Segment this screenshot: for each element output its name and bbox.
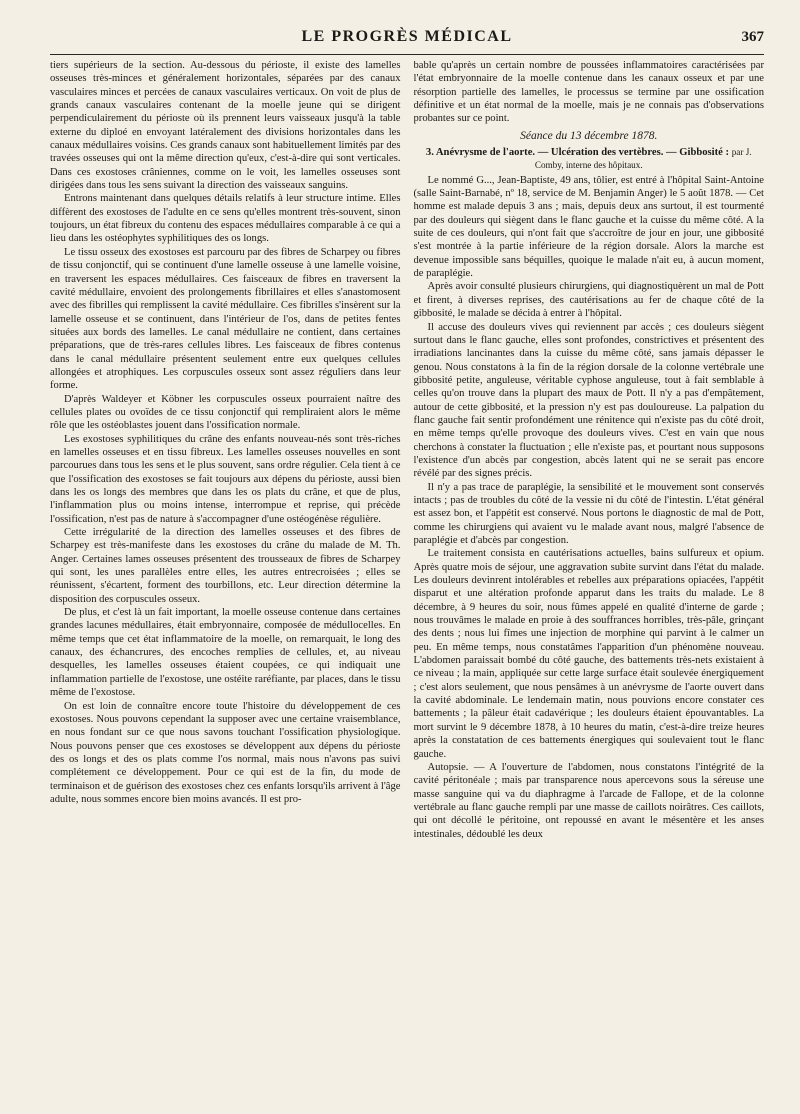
paragraph: Le traitement consista en cautérisations actuelles, bains sulfureux et opium. Après quatre mois de séjour, une aggravation subite survint dans l'état du malade. Les douleurs devinrent intolérables et rebelles aux préparations opiacées, l'appétit disparut et une altération profonde apparut dans les traits du malade. Le 8 décembre, à 9 heures du soir, nous fûmes appelé en qualité d'interne de garde ; nous trouvâmes le malade en proie à des souffrances horribles, très-pâle, grinçant des dents ; nous lui fîmes une injection de morphine qui parvint à le calmer un peu. En même temps, nous constatâmes l'apparition d'un phénomène nouveau. L'abdomen paraissait bombé du côté gauche, des battements très-nets existaient à ce niveau ; la main, appliquée sur cette large surface était soulevée énergiquement ; c'est alors seulement, que nous pensâmes à un anévrysme de l'aorte ouvert dans la cavité abdominale. Le lendemain matin, nous pouvions encore constater ces battements ; la pâleur était cadavérique ; les douleurs étaient épouvantables. La mort survint le 9 décembre 1878, à 10 heures du matin, c'est-à-dire treize heures après la constatation de ces battements énergiques qui soulevaient tout le flanc gauche. (413, 548, 764, 760)
seance-heading: Séance du 13 décembre 1878. (520, 129, 658, 142)
section-title: 3. Anévrysme de l'aorte. — Ulcération des vertèbres. — Gibbosité : (425, 146, 730, 158)
paragraph: Les exostoses syphilitiques du crâne des enfants nouveau-nés sont très-riches en lamelles osseuses et en tissu fibreux. Les lamelles osseuses nouvelles en sont parcourues dans tous les sens et le plus souvent, sans ordre régulier. Cela tient à ce que l'ossification des exostoses se fait toujours aux dépens du périoste, aussi bien dans les os longs des membres que dans les os plats du crâne, et que de plus, l'inflammation plus ou moins intense, interrompue et reprise, qui précède l'ossification, n'est pas de nature à s'accompagner d'une ostéogénèse régulière. (50, 433, 401, 525)
paragraph: Entrons maintenant dans quelques détails relatifs à leur structure intime. Elles diffèrent des exostoses de l'adulte en ce sens qu'elles montrent très-souvent, sinon toujours, un état fibreux du contenu des espaces médullaires comparable à ce qui a lieu dans les ostéophytes syphilitiques des os longs. (50, 193, 401, 245)
paragraph: De plus, et c'est là un fait important, la moelle osseuse contenue dans certaines grandes lacunes médullaires, était embryonnaire, composée de médullocelles. En même temps que cet état inflammatoire de la moelle, on remarquait, le long des canaux, des échancrures, des encoches remplies de cellules, et, au niveau desquelles, les lamelles osseuses étaient coupées, ce qui indiquait une inflammation partielle de l'exostose, une ostéite raréfiante, par places, dans le tissu même de l'exostose. (50, 607, 401, 699)
paragraph: Le nommé G..., Jean-Baptiste, 49 ans, tôlier, est entré à l'hôpital Saint-Antoine (salle Saint-Barnabé, nº 18, service de M. Benjamin Anger) le 5 août 1878. — Cet homme est malade depuis 3 ans ; mais, depuis deux ans surtout, il est tourmenté par des douleurs qui siègent dans le flanc gauche et la cuisse du même côté. A la suite de ces douleurs, qui n'ont fait que s'accroître de jour en jour, une gibbosité s'est montrée à la partie inférieure de la région dorsale. Alors la marche est devenue impossible sans béquilles, quoique le malade n'ait eu, à aucun moment, de paraplégie. (413, 174, 764, 280)
paragraph: Le tissu osseux des exostoses est parcouru par des fibres de Scharpey ou fibres de tissu conjonctif, qui se continuent d'une lamelle osseuse à une lamelle voisine, en traversent les espaces médullaires. Ces faisceaux de fibres en traversent la cavité médullaire, envoient des prolongements fibrillaires et elles s'anastomosent avec des fibrilles qui remplissent la cavité médullaire. Ces fibrilles s'insèrent sur la lamelle osseuse et se continuent, dans l'intérieur de l'os, dans de petites fentes situées aux bords des lamelles. Le canal médullaire ne contient, dans certaines préparations, que de très-rares cellules libres. Les faisceaux de fibres contenus dans le canal médullaire présentent seulement entre eux quelques cellules allongées et atrophiques. Les corpuscules osseux sont assez réguliers dans leur forme. (50, 246, 401, 392)
paragraph: Autopsie. — A l'ouverture de l'abdomen, nous constatons l'intégrité de la cavité péritonéale ; mais par transparence nous apercevons sous la séreuse une masse sanguine qui va du diaphragme à l'arcade de Fallope, et de la colonne vertébrale au flanc gauche rempli par une masse de caillots noirâtres. Ces caillots, qui ont décollé le péritoine, ont repoussé en avant le mésentère et les anses intestinales, dédoublé les deux (413, 761, 764, 840)
paragraph: Il n'y a pas trace de paraplégie, la sensibilité et le mouvement sont conservés intacts ; pas de troubles du côté de la vessie ni du côté de l'intestin. L'état général est assez bon, et l'appétit est conservé. Nous portons le diagnostic de mal de Pott, comme les chirurgiens qui avaient vu le malade avant nous, malgré l'absence de paraplégie et d'abcès par congestion. (413, 481, 764, 546)
paragraph: Il accuse des douleurs vives qui reviennent par accès ; ces douleurs siègent surtout dans le flanc gauche, elles sont profondes, constrictives et présentent des irradiations lancinantes dans la cuisse du même côté, sans jamais dépasser le genou. Nous constatons à la fin de la région dorsale de la colonne vertébrale une gibbosité petite, anguleuse, véritable cyphose anguleuse, tout à fait semblable à celles qu'on trouve dans la plupart des maux de Pott. Il n'y a pas d'empâtement, autour de cette gibbosité, et la pression n'y est pas douloureuse. La palpation du flanc gauche fait sentir profondément une rénitence qui n'existe pas du côté droit, en même temps qu'elle provoque des douleurs vives. C'est en vain que nous cherchons à constater la fluctuation ; elle n'existe pas, et pourtant nous supposons l'existence d'un abcès par congestion, abcès latent qui ne se serait pas encore révélé par des signes précis. (413, 321, 764, 480)
left-column (50, 59, 401, 1104)
paragraph: tiers supérieurs de la section. Au-dessous du périoste, il existe des lamelles osseuses très-minces et généralement horizontales, séparées par des canaux vasculaires minces et percées de canaux vasculaires verticaux. On voit de plus de grands canaux vasculaires contenant de la moelle jeune qui se dirigent perpendiculairement du périoste où ils prennent leurs vaisseaux jusqu'à la table externe du diploé en envoyant latéralement des divisions horizontales dans les canaux médullaires voisins. Ces grands canaux sont habituellement limités par des travées osseuses qui ont la même direction qu'eux, c'est-à-dire qui sont verticales. Dans ces exostoses crâniennes, comme on le voit, les lamelles osseuses sont dirigées dans tous les sens suivant la direction des vaisseaux sanguins. (50, 60, 401, 192)
right-column (414, 59, 765, 1104)
paragraph: Cette irrégularité de la direction des lamelles osseuses et des fibres de Scharpey est très-manifeste dans les exostoses du crâne du malade de M. Th. Anger. Certaines lames osseuses présentent des trousseaux de fibres de Scharpey qui sont, les unes parallèles entre elles, les autres entrecroisées ; elles se réunissent, s'écartent, forment des tourbillons, etc. Leur direction détermine la disposition des corpuscules osseux. (50, 527, 401, 605)
journal-title: LE PROGRÈS MÉDICAL (301, 28, 513, 45)
text-columns (50, 59, 764, 1104)
page-number: 367 (741, 29, 764, 45)
section-author: par J. Comby, interne des hôpitaux. (534, 146, 752, 170)
paragraph: bable qu'après un certain nombre de poussées inflammatoires caractérisées par l'état embryonnaire de la moelle contenue dans les canaux osseux et par une résorption partielle des lamelles, le processus se termine par une ossification définitive et un état normal de la moelle, mais je ne connais pas d'observations probantes sur ce point. (413, 60, 764, 125)
paragraph: On est loin de connaître encore toute l'histoire du développement de ces exostoses. Nous pouvons cependant la supposer avec une certaine vraisemblance, en nous fondant sur ce que nous savons touchant l'ossification physiologique. Nous pouvons penser que ces exostoses se développent aux dépens du périoste des os longs et des os plats comme l'os normal, mais nous n'avons pas suivi complétement ce développement. Pour ce qui est de la fin, du mode de terminaison et de guérison des exostoses chez ces enfants lorsqu'ils arrivent à l'âge adulte, nous sommes encore bien moins avancés. Il est pro- (50, 700, 401, 805)
paragraph: Après avoir consulté plusieurs chirurgiens, qui diagnostiquèrent un mal de Pott et firent, à diverses reprises, des cautérisations au fer de chaque côté de la gibbosité, le malade se décida à entrer à l'hôpital. (413, 281, 764, 320)
running-header (50, 28, 764, 55)
section-heading (414, 146, 765, 172)
paragraph: D'après Waldeyer et Köbner les corpuscules osseux pourraient naître des cellules plates ou ovoïdes de ce tissu conjonctif qui rempliraient alors le même rôle que les ostéoblastes jouent dans l'ossification normale. (50, 393, 401, 432)
